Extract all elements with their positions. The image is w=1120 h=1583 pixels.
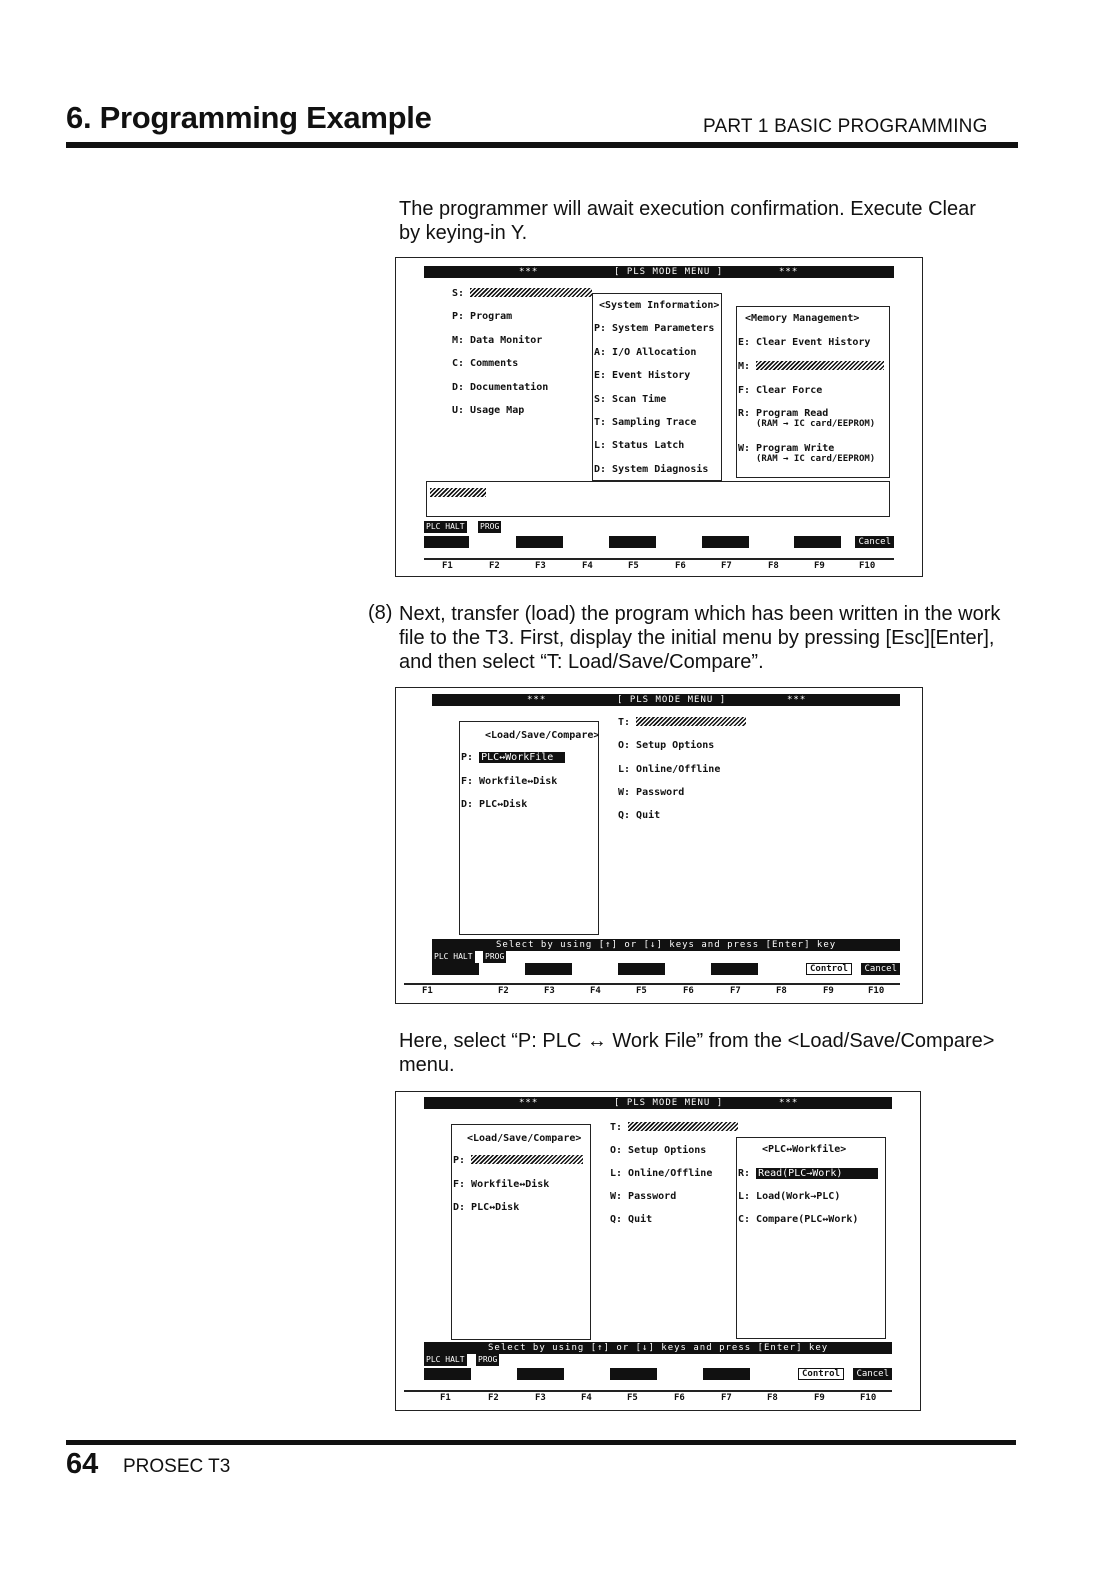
paragraph-2-line-1: Next, transfer (load) the program which has been written in the work [399,603,1001,625]
menu-item-s[interactable]: S: [452,288,592,300]
fkey-label: F7 [730,986,741,996]
fkey-f3[interactable] [516,536,563,548]
menu-item-system-diagnosis[interactable]: D: System Diagnosis [594,464,709,475]
menu-item-plc-disk[interactable]: D: PLC↔Disk [453,1202,520,1213]
fkey-label: F4 [590,986,601,996]
menu-item-usage-map[interactable]: U: Usage Map [452,405,525,416]
paragraph-2-line-3: and then select “T: Load/Save/Compare”. [399,651,764,673]
hatched-selection [628,1122,738,1131]
hatched-selection [756,361,884,370]
paragraph-1-line-2: by keying-in Y. [399,222,528,244]
menu-item-t[interactable]: T: [610,1122,738,1134]
fkey-label: F9 [823,986,834,996]
system-information-panel [592,293,722,481]
title-stars-right: *** [779,267,799,277]
load-save-compare-panel [451,1124,591,1340]
fkey-label: F2 [488,1393,499,1403]
mode-prog: PROG [480,522,500,531]
menu-item-io-allocation[interactable]: A: I/O Allocation [594,347,697,358]
panel-title: <Load/Save/Compare> [485,730,600,741]
panel-title: <System Information> [599,300,720,311]
menu-item-status-latch[interactable]: L: Status Latch [594,440,685,451]
menu-item-password[interactable]: W: Password [610,1191,677,1202]
hatched-selection [471,1155,583,1164]
screen-plc-workfile-menu [395,1091,921,1411]
menu-item-read[interactable]: R: Read(PLC→Work) [738,1168,878,1180]
fkey-f3[interactable] [525,963,572,975]
fkey-baseline [404,983,900,985]
panel-title: <Memory Management> [745,313,860,324]
menu-item-workfile-disk[interactable]: F: Workfile↔Disk [461,776,558,787]
fkey-label: F7 [721,561,732,571]
control-key[interactable]: Control [806,963,852,975]
menu-item-program[interactable]: P: Program [452,311,513,322]
footer-rule [66,1440,1016,1445]
fkey-label: F6 [674,1393,685,1403]
fkey-label: F8 [767,1393,778,1403]
paragraph-3-line-1: Here, select “P: PLC ↔ Work File” from the <Load/Save/Compare> [399,1030,995,1052]
hatched-selection [636,717,746,726]
cancel-key[interactable]: Cancel [855,536,894,548]
fkey-baseline [424,558,894,560]
screen-title-bar [432,694,900,706]
fkey-f5[interactable] [610,1368,657,1380]
menu-item-quit[interactable]: Q: Quit [610,1214,653,1225]
fkey-label: F2 [489,561,500,571]
fkey-label: F5 [628,561,639,571]
page-title: 6. Programming Example [66,100,432,135]
panel-title: <Load/Save/Compare> [467,1133,582,1144]
fkey-label: F4 [582,561,593,571]
fkey-label: F2 [498,986,509,996]
fkey-f3[interactable] [517,1368,564,1380]
title-stars-right: *** [787,695,807,705]
menu-item-online-offline[interactable]: L: Online/Offline [618,764,721,775]
menu-item-workfile-disk[interactable]: F: Workfile↔Disk [453,1179,550,1190]
fkey-f1[interactable] [424,1368,471,1380]
fkey-label: F1 [440,1393,451,1403]
fkey-f1[interactable] [424,536,469,548]
menu-item-program-write[interactable]: W: Program Write [738,443,835,454]
fkey-label: F6 [675,561,686,571]
screen-title-bar [424,1097,892,1109]
fkey-label: F1 [442,561,453,571]
title-stars-left: *** [527,695,547,705]
menu-item-event-history[interactable]: E: Event History [594,370,691,381]
header-rule [66,142,1018,148]
fkey-label: F10 [860,1393,877,1403]
title-stars-left: *** [519,1098,539,1108]
title-text: [ PLS MODE MENU ] [617,695,727,705]
fkey-label: F9 [814,561,825,571]
menu-item-sampling-trace[interactable]: T: Sampling Trace [594,417,697,428]
mode-status: PLC HALT [426,522,465,531]
program-read-detail: (RAM → IC card/EEPROM) [756,419,876,429]
fkey-f7[interactable] [703,1368,750,1380]
fkey-f9[interactable] [794,536,841,548]
screen-title-bar [424,266,894,278]
fkey-baseline [404,1390,892,1392]
mode-status: PLC HALT [434,952,473,961]
paragraph-3-line-2: menu. [399,1054,455,1076]
fkey-f7[interactable] [711,963,758,975]
step-number: (8) [368,602,393,624]
menu-item-quit[interactable]: Q: Quit [618,810,661,821]
function-key-bar [432,963,900,975]
menu-item-plc-workfile[interactable]: P: [453,1155,583,1167]
cancel-key[interactable]: Cancel [861,963,900,975]
fkey-f7[interactable] [702,536,749,548]
paragraph-2-line-2: file to the T3. First, display the initial menu by pressing [Esc][Enter], [399,627,995,649]
fkey-f1[interactable] [432,963,479,975]
hatched-selection [470,288,592,297]
fkey-label: F1 [422,986,433,996]
menu-item-m[interactable]: M: [738,361,884,373]
menu-item-setup-options[interactable]: O: Setup Options [618,740,715,751]
screen-clear-confirmation [395,257,923,577]
title-text: [ PLS MODE MENU ] [614,1098,724,1108]
menu-item-load[interactable]: L: Load(Work→PLC) [738,1191,841,1202]
fkey-label: F10 [868,986,885,996]
menu-item-scan-time[interactable]: S: Scan Time [594,394,667,405]
menu-item-documentation[interactable]: D: Documentation [452,382,549,393]
product-name: PROSEC T3 [123,1456,231,1477]
function-key-bar [424,1368,892,1380]
memory-management-panel [736,306,890,478]
menu-item-password[interactable]: W: Password [618,787,685,798]
menu-item-t[interactable]: T: [618,717,746,729]
page-number: 64 [66,1448,99,1480]
menu-item-online-offline[interactable]: L: Online/Offline [610,1168,713,1179]
fkey-f5[interactable] [609,536,656,548]
hatched-message [430,488,486,497]
menu-item-comments[interactable]: C: Comments [452,358,519,369]
mode-prog: PROG [485,952,505,961]
status-message: Select by using [↑] or [↓] keys and press [Enter] key [424,1342,892,1354]
fkey-label: F8 [776,986,787,996]
fkey-label: F3 [544,986,555,996]
menu-item-system-parameters[interactable]: P: System Parameters [594,323,715,334]
title-stars-left: *** [519,267,539,277]
highlighted-item[interactable]: PLC↔WorkFile [479,752,565,763]
status-message: Select by using [↑] or [↓] keys and press [Enter] key [432,939,900,951]
title-text: [ PLS MODE MENU ] [614,267,724,277]
mode-status: PLC HALT [426,1355,465,1364]
menu-item-plc-workfile[interactable]: P: PLC↔WorkFile [461,752,565,764]
mode-prog: PROG [478,1355,498,1364]
fkey-label: F4 [581,1393,592,1403]
program-write-detail: (RAM → IC card/EEPROM) [756,454,876,464]
message-box [426,481,890,517]
paragraph-1-line-1: The programmer will await execution confirmation. Execute Clear [399,198,976,220]
menu-item-compare[interactable]: C: Compare(PLC↔Work) [738,1214,859,1225]
menu-item-clear-event-history[interactable]: E: Clear Event History [738,337,871,348]
load-save-compare-panel [459,721,599,935]
menu-item-clear-force[interactable]: F: Clear Force [738,385,823,396]
fkey-label: F6 [683,986,694,996]
menu-item-setup-options[interactable]: O: Setup Options [610,1145,707,1156]
fkey-f5[interactable] [618,963,665,975]
title-stars-right: *** [779,1098,799,1108]
fkey-label: F5 [636,986,647,996]
control-key[interactable]: Control [798,1368,844,1380]
fkey-label: F10 [859,561,876,571]
fkey-label: F8 [768,561,779,571]
menu-item-plc-disk[interactable]: D: PLC↔Disk [461,799,528,810]
highlighted-item[interactable]: Read(PLC→Work) [756,1168,878,1179]
menu-item-program-read[interactable]: R: Program Read [738,408,829,419]
fkey-label: F7 [721,1393,732,1403]
panel-title: <PLC↔Workfile> [762,1144,847,1155]
menu-item-data-monitor[interactable]: M: Data Monitor [452,335,543,346]
fkey-label: F3 [535,561,546,571]
fkey-label: F9 [814,1393,825,1403]
fkey-label: F5 [627,1393,638,1403]
function-key-bar [424,536,894,548]
cancel-key[interactable]: Cancel [853,1368,892,1380]
plc-workfile-panel [736,1137,886,1339]
screen-load-save-compare-menu [395,687,923,1004]
fkey-label: F3 [535,1393,546,1403]
part-label: PART 1 BASIC PROGRAMMING [703,116,988,137]
